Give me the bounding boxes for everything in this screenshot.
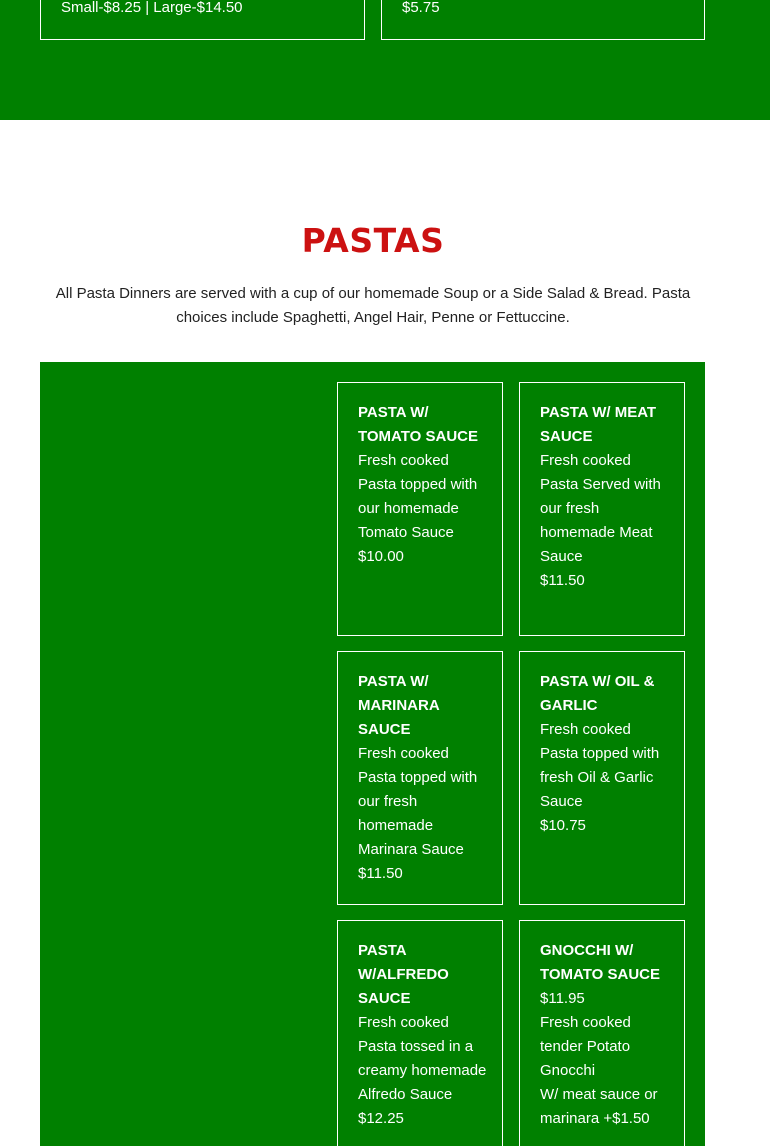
menu-item-description: Fresh cooked tender Potato Gnocchi bbox=[540, 1014, 631, 1079]
menu-item-price: $11.50 bbox=[358, 865, 403, 882]
menu-item-price: Small-$8.25 | Large-$14.50 bbox=[61, 0, 243, 16]
previous-section-band bbox=[0, 0, 770, 120]
menu-item-card bbox=[337, 651, 503, 905]
menu-item-description: Fresh cooked Pasta topped with our homemade Tomato Sauce bbox=[358, 452, 478, 541]
section-description: All Pasta Dinners are served with a cup of our homemade Soup or a Side Salad & Bread. Pasta choices include Spaghetti, Angel Hair, Penne or Fettuccine. bbox=[55, 285, 691, 326]
menu-item-name: PASTA W/ OIL & GARLIC bbox=[540, 673, 655, 714]
menu-item-price: $10.00 bbox=[358, 548, 404, 565]
menu-item-name: PASTA W/ MARINARA SAUCE bbox=[358, 673, 440, 738]
section-title: PASTAS bbox=[301, 221, 445, 260]
menu-item-name: PASTA W/ TOMATO SAUCE bbox=[358, 404, 479, 445]
menu-item-card bbox=[519, 382, 685, 636]
menu-item-name: PASTA W/ MEAT SAUCE bbox=[540, 404, 657, 445]
menu-item-option-note: W/ meat sauce or marinara +$1.50 bbox=[540, 1086, 658, 1127]
menu-item-price: $11.50 bbox=[540, 572, 585, 589]
menu-item-card bbox=[381, 0, 705, 40]
menu-item-card bbox=[337, 382, 503, 636]
menu-item-card bbox=[519, 920, 685, 1146]
menu-item-price: $10.75 bbox=[540, 817, 586, 834]
menu-item-card bbox=[40, 0, 365, 40]
menu-item-card bbox=[519, 651, 685, 905]
menu-item-description: Fresh cooked Pasta topped with fresh Oil & Garlic Sauce bbox=[540, 721, 660, 810]
menu-item-name: GNOCCHI W/ TOMATO SAUCE bbox=[540, 942, 661, 983]
menu-item-price: $12.25 bbox=[358, 1110, 404, 1127]
menu-item-description: Fresh cooked Pasta Served with our fresh homemade Meat Sauce bbox=[540, 452, 661, 565]
menu-item-price: $5.75 bbox=[402, 0, 440, 16]
menu-item-description: Fresh cooked Pasta tossed in a creamy homemade Alfredo Sauce bbox=[358, 1014, 487, 1103]
menu-item-card bbox=[337, 920, 503, 1146]
menu-item-description: Fresh cooked Pasta topped with our fresh homemade Marinara Sauce bbox=[358, 745, 478, 858]
menu-item-price: $11.95 bbox=[540, 990, 585, 1007]
menu-item-name: PASTA W/ALFREDO SAUCE bbox=[358, 942, 449, 1007]
